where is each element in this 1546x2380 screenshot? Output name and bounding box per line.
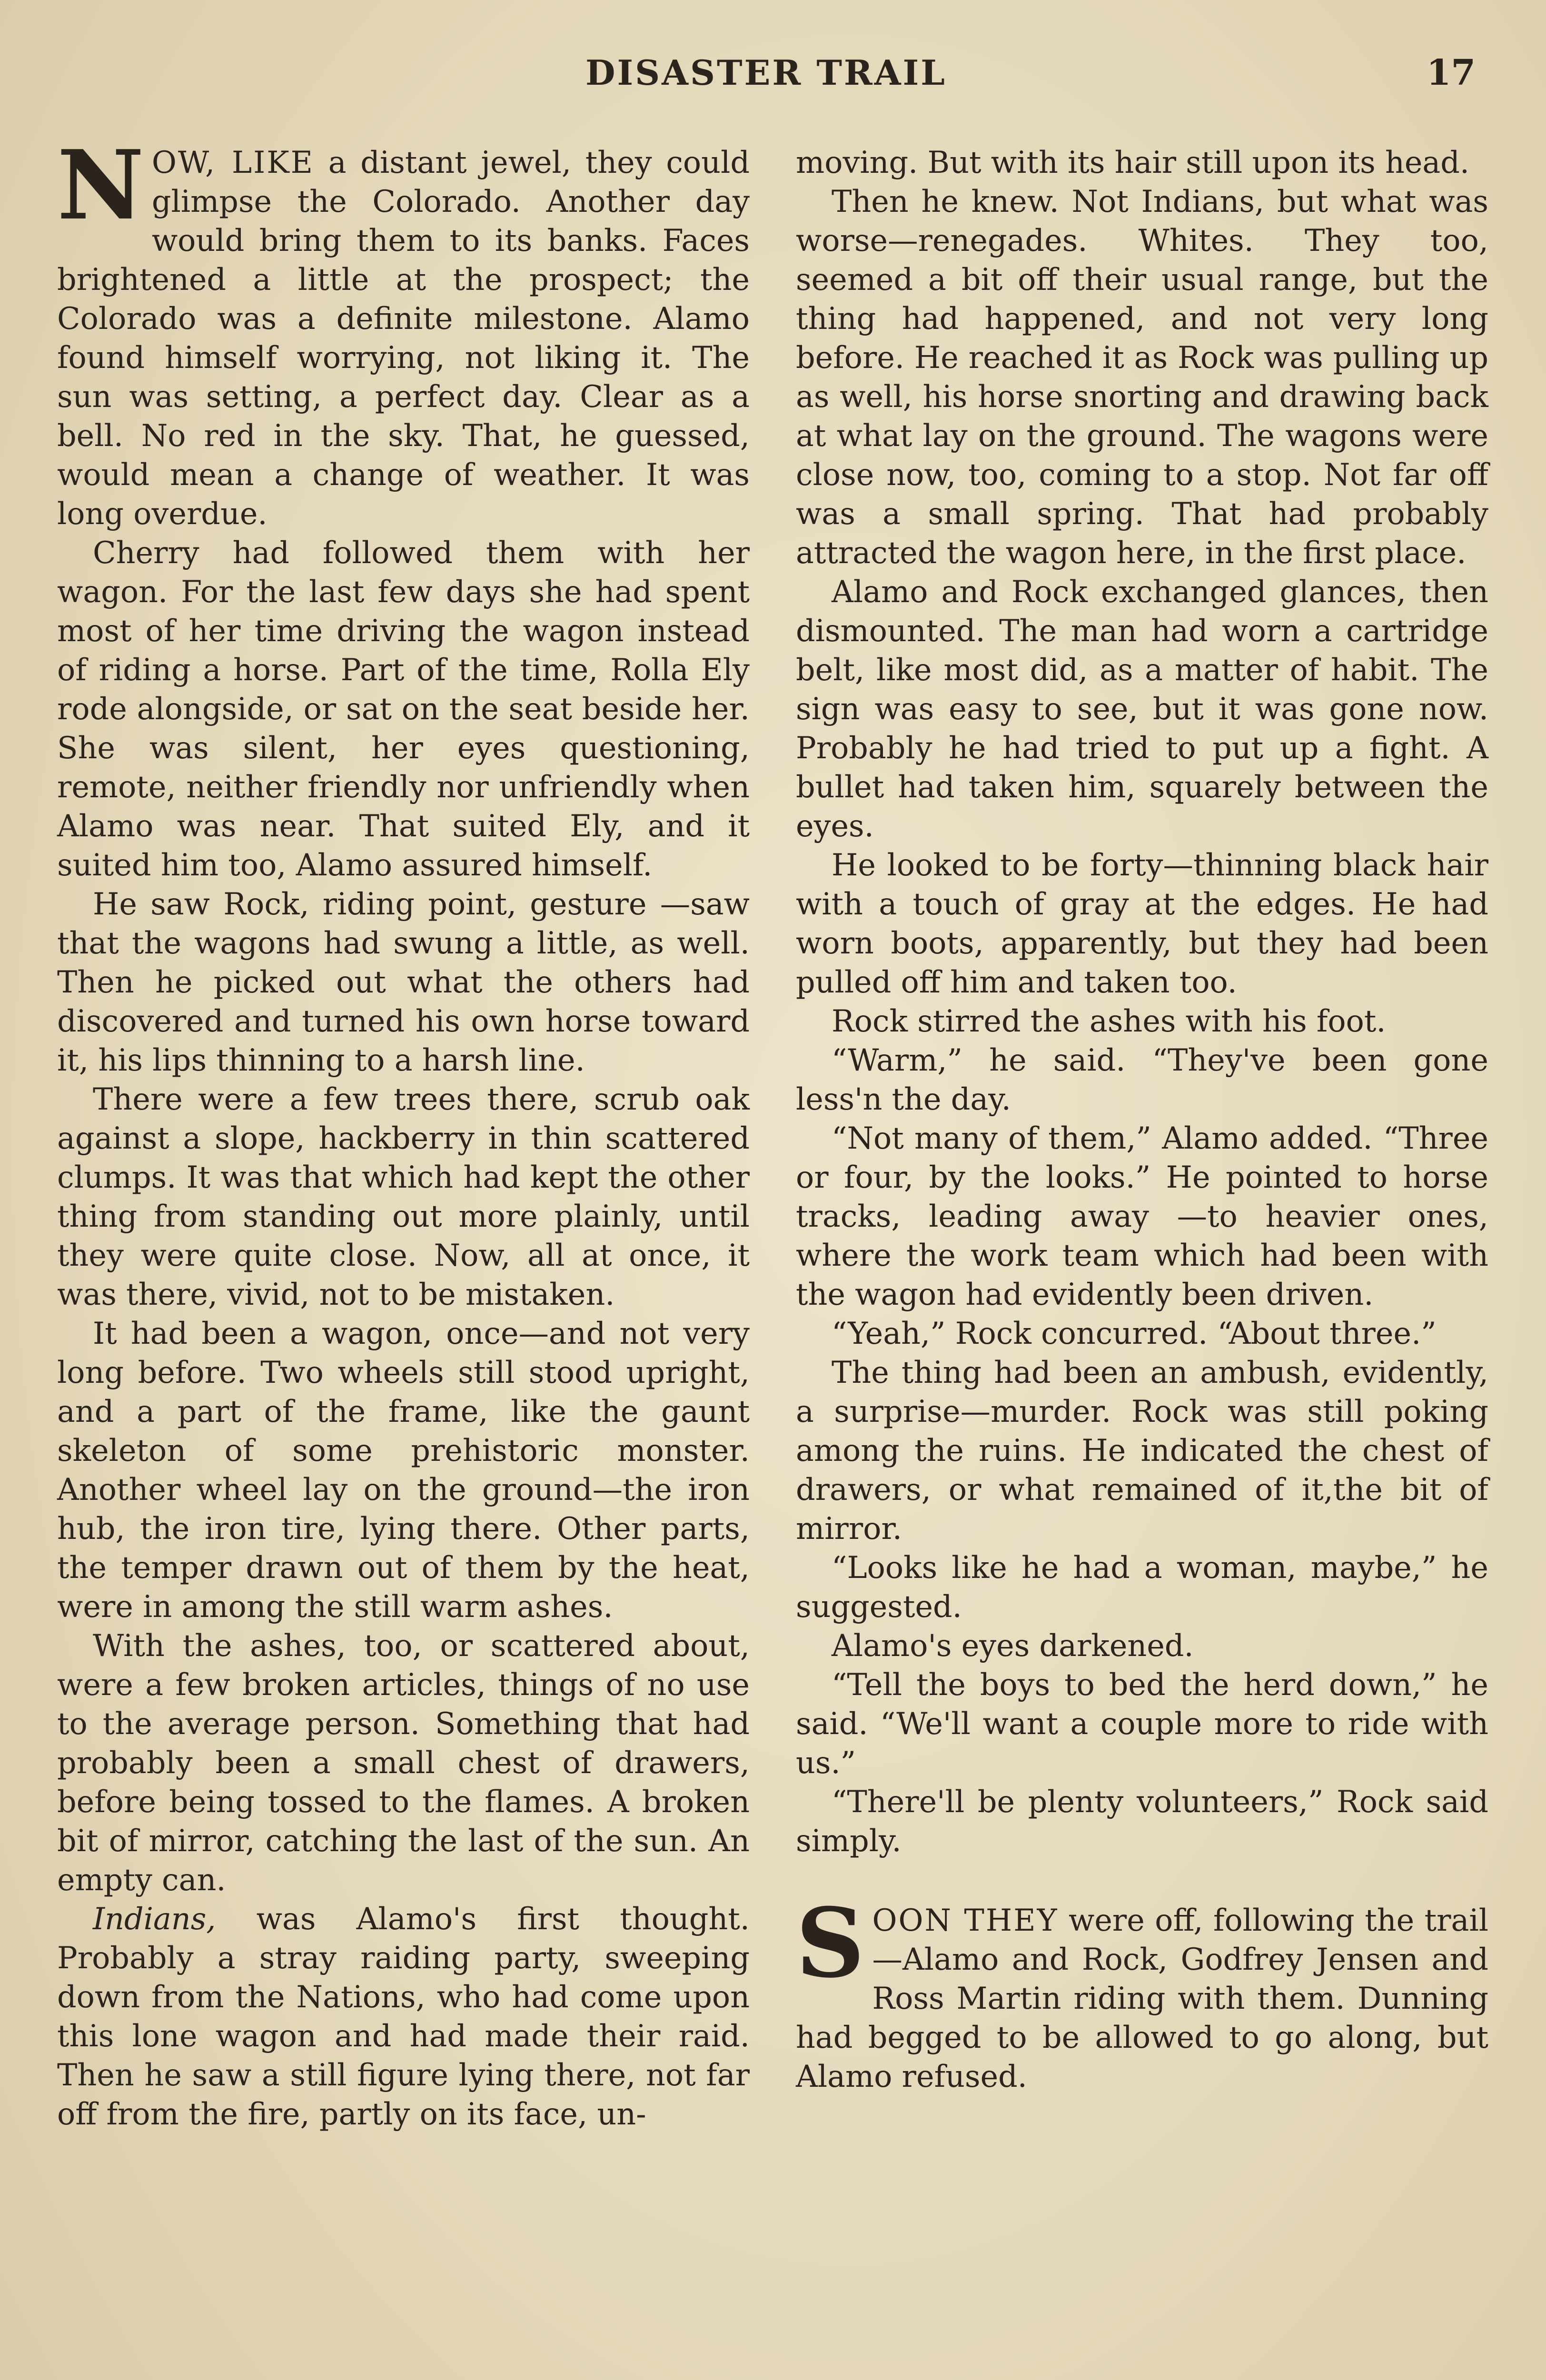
paragraph: Alamo and Rock exchanged glances, then dismounted. The man had worn a cartridge belt, like most did, as a matter of habit. The sign was easy to see, but it was gone now. Probably he had tried to put up a fight. A bullet had taken him, squarely between the eyes. — [796, 574, 1488, 843]
paragraph: With the ashes, too, or scattered about, were a few broken articles, things of no use to the average person. Something that had probably been a small chest of drawers, before being tossed to the flames. A broken bit of mirror, catching the last of the sun. An empty can. — [57, 1628, 750, 1897]
paragraph: Alamo's eyes darkened. — [832, 1628, 1194, 1663]
right-column — [796, 143, 1488, 2096]
paragraph: “Yeah,” Rock concurred. “About three.” — [832, 1316, 1437, 1351]
paragraph: “Looks like he had a woman, maybe,” he suggested. — [796, 1550, 1488, 1624]
paragraph: It had been a wagon, once—and not very long before. Two wheels still stood upright, and a part of the frame, like the gaunt skeleton of some prehistoric monster. Another wheel lay on the ground—the iron hub, the iron tire, lying there. Other parts, the temper drawn out of them by the heat, were in among the still warm ashes. — [57, 1316, 750, 1624]
paragraph — [796, 1887, 1488, 2096]
page-number: 17 — [1427, 52, 1476, 93]
paragraph: He looked to be forty—thinning black hair with a touch of gray at the edges. He had worn boots, apparently, but they had been pulled off him and taken too. — [796, 847, 1488, 1000]
paragraph: Cherry had followed them with her wagon. For the last few days she had spent most of her time driving the wagon instead of riding a horse. Part of the time, Rolla Ely rode alongside, or sat on the seat beside her. She was silent, her eyes questioning, remote, neither friendly nor unfriendly when Alamo was near. That suited Ely, and it suited him too, Alamo assured himself. — [57, 535, 750, 883]
paragraph: Rock stirred the ashes with his foot. — [832, 1003, 1386, 1039]
paragraph: moving. But with its hair still upon its head. — [796, 145, 1470, 180]
paragraph: “Tell the boys to bed the herd down,” he said. “We'll want a couple more to ride with us.” — [796, 1667, 1488, 1780]
running-head: DISASTER TRAIL — [585, 52, 947, 93]
paragraph-text: a distant jewel, they could glimpse the Colorado. Another day would bring them to its banks. Faces brightened a little at the prospect; the Colorado was a definite milestone. Alamo found himself worrying, not liking it. The sun was setting, a perfect day. Clear as a bell. No red in the sky. That, he guessed, would mean a change of weather. It was long overdue. — [57, 145, 750, 531]
lead-in: OON THEY — [872, 1903, 1059, 1938]
lead-in: OW, LIKE — [151, 145, 314, 180]
left-column — [57, 129, 750, 2133]
paragraph: “Not many of them,” Alamo added. “Three or four, by the looks.” He pointed to horse tracks, leading away —to heavier ones, where the work team which had been with the wagon had evidently been driven. — [796, 1121, 1488, 1312]
paragraph — [57, 129, 750, 533]
paragraph — [57, 1899, 750, 2133]
drop-cap: S — [796, 1887, 865, 1999]
paragraph: There were a few trees there, scrub oak against a slope, hackberry in thin scattered clumps. It was that which had kept the other thing from standing out more plainly, until they were quite close. Now, all at once, it was there, vivid, not to be mistaken. — [57, 1081, 750, 1312]
emphasis: Indians, — [93, 1901, 216, 1936]
drop-cap: N — [57, 129, 144, 241]
paragraph: “Warm,” he said. “They've been gone less'n the day. — [796, 1042, 1488, 1117]
paragraph: The thing had been an ambush, evidently, a surprise—murder. Rock was still poking among the ruins. He indicated the chest of drawers, or what remained of it,the bit of mirror. — [796, 1355, 1488, 1546]
page-header — [57, 52, 1495, 100]
paragraph: Then he knew. Not Indians, but what was worse—renegades. Whites. They too, seemed a bit off their usual range, but the thing had happened, and not very long before. He reached it as Rock was pulling up as well, his horse snorting and drawing back at what lay on the ground. The wagons were close now, too, coming to a stop. Not far off was a small spring. That had probably attracted the wagon here, in the first place. — [796, 184, 1488, 570]
paragraph: “There'll be plenty volunteers,” Rock said simply. — [796, 1784, 1488, 1858]
paragraph-text: was Alamo's first thought. Probably a stray raiding party, sweeping down from the Nations, who had come upon this lone wagon and had made their raid. Then he saw a still figure lying there, not far off from the fire, partly on its face, un- — [57, 1901, 750, 2132]
paragraph-text: were off, following the trail—Alamo and Rock, Godfrey Jensen and Ross Martin riding with them. Dunning had begged to be allowed to go along, but Alamo refused. — [796, 1903, 1488, 2094]
paragraph: He saw Rock, riding point, gesture —saw that the wagons had swung a little, as well. Then he picked out what the others had discovered and turned his own horse toward it, his lips thinning to a harsh line. — [57, 886, 750, 1078]
